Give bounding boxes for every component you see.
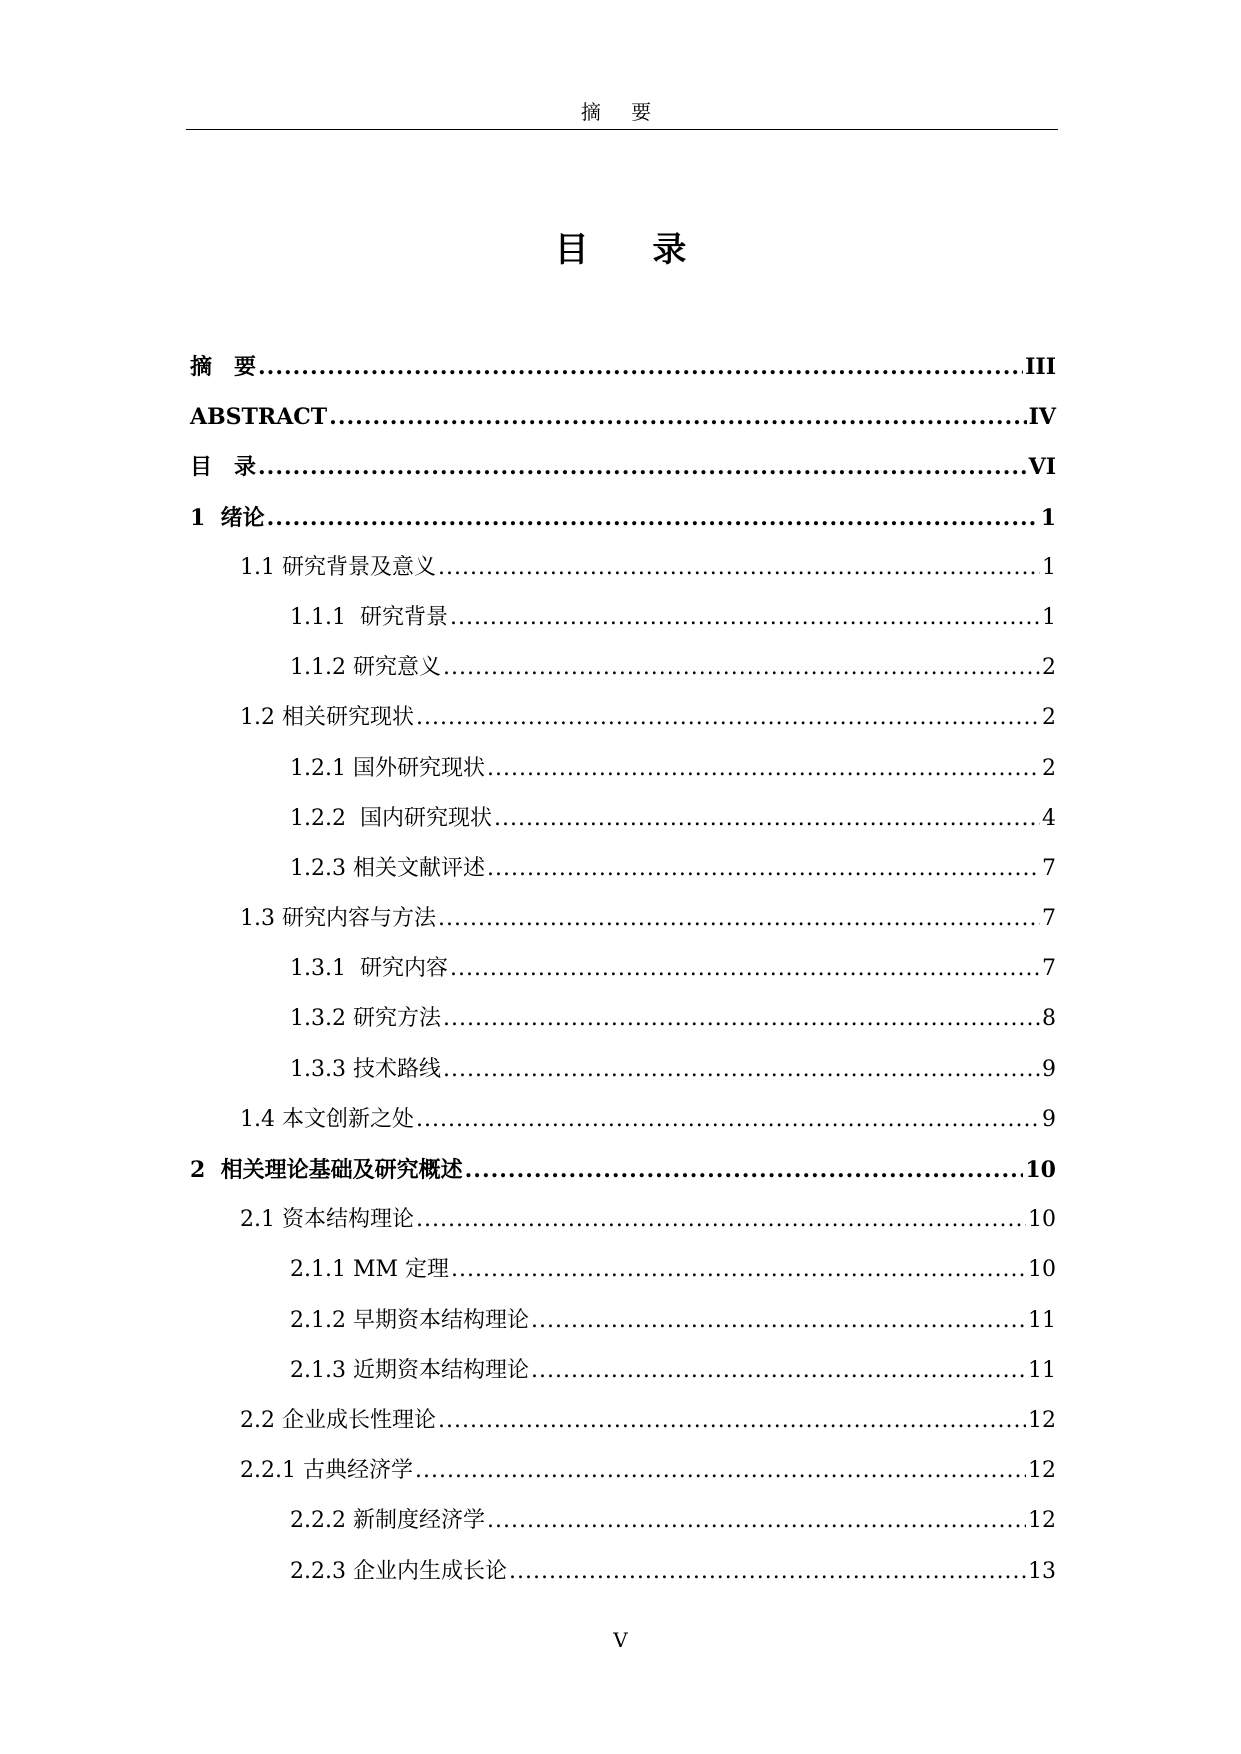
toc-entry[interactable] bbox=[190, 352, 1056, 402]
dot-leader bbox=[443, 1055, 1040, 1085]
toc-entry-label: 2.2.1 古典经济学 bbox=[240, 1458, 413, 1484]
toc-entry-page: IV bbox=[1028, 404, 1056, 431]
toc-entry[interactable] bbox=[190, 1205, 1056, 1255]
dot-leader bbox=[329, 402, 1026, 432]
dot-leader bbox=[487, 854, 1040, 884]
dot-leader bbox=[465, 1155, 1024, 1185]
dot-leader bbox=[494, 804, 1040, 834]
page-number: V bbox=[613, 1628, 628, 1652]
toc-entry-page: 12 bbox=[1028, 1508, 1056, 1534]
toc-entry[interactable] bbox=[190, 503, 1056, 553]
table-of-contents bbox=[190, 352, 1056, 1607]
toc-entry-page: 1 bbox=[1042, 554, 1056, 580]
toc-entry-label: 2.2 企业成长性理论 bbox=[240, 1407, 436, 1433]
toc-entry-page: 12 bbox=[1028, 1407, 1056, 1433]
toc-entry-page: 11 bbox=[1028, 1307, 1056, 1333]
toc-entry-label: 1.3.3 技术路线 bbox=[290, 1056, 441, 1082]
dot-leader bbox=[438, 1406, 1026, 1436]
dot-leader bbox=[258, 452, 1027, 482]
dot-leader bbox=[450, 603, 1040, 633]
toc-entry-page: 12 bbox=[1028, 1458, 1056, 1484]
toc-entry-label: 1.2 相关研究现状 bbox=[240, 705, 414, 731]
toc-entry-page: 2 bbox=[1042, 705, 1056, 731]
toc-entry[interactable] bbox=[190, 603, 1056, 653]
toc-entry-label: 2.2.2 新制度经济学 bbox=[290, 1508, 485, 1534]
toc-entry-page: 9 bbox=[1042, 1056, 1056, 1082]
dot-leader bbox=[487, 754, 1040, 784]
toc-entry-label: 2.2.3 企业内生成长论 bbox=[290, 1558, 507, 1584]
toc-entry-label: 2.1.2 早期资本结构理论 bbox=[290, 1307, 529, 1333]
toc-entry-label: 1.2.2 国内研究现状 bbox=[290, 805, 492, 831]
toc-entry-page: 2 bbox=[1042, 755, 1056, 781]
toc-entry-page: VI bbox=[1028, 454, 1056, 481]
toc-entry[interactable] bbox=[190, 1557, 1056, 1607]
dot-leader bbox=[416, 1205, 1026, 1235]
toc-entry-page: 13 bbox=[1028, 1558, 1056, 1584]
toc-entry[interactable] bbox=[190, 1004, 1056, 1054]
toc-entry-label: 2.1.1 MM 定理 bbox=[290, 1257, 450, 1283]
dot-leader bbox=[531, 1306, 1026, 1336]
toc-entry-page: 10 bbox=[1025, 1157, 1056, 1183]
toc-entry-page: III bbox=[1025, 354, 1056, 380]
toc-entry-label: 1 绪论 bbox=[190, 504, 265, 531]
toc-entry-label: ABSTRACT bbox=[190, 404, 328, 431]
toc-entry[interactable] bbox=[190, 954, 1056, 1004]
toc-entry[interactable] bbox=[190, 804, 1056, 854]
toc-entry-page: 7 bbox=[1042, 956, 1056, 982]
toc-entry[interactable] bbox=[190, 703, 1056, 753]
toc-entry-label: 1.1 研究背景及意义 bbox=[240, 554, 436, 580]
dot-leader bbox=[438, 553, 1040, 583]
toc-entry-label: 2.1.3 近期资本结构理论 bbox=[290, 1357, 529, 1383]
dot-leader bbox=[509, 1557, 1026, 1587]
toc-entry-page: 10 bbox=[1028, 1207, 1056, 1233]
toc-entry[interactable] bbox=[190, 754, 1056, 804]
dot-leader bbox=[258, 352, 1023, 382]
toc-entry[interactable] bbox=[190, 1055, 1056, 1105]
toc-entry-label: 1.3 研究内容与方法 bbox=[240, 906, 436, 932]
toc-entry-page: 1 bbox=[1040, 504, 1056, 531]
toc-entry[interactable] bbox=[190, 1155, 1056, 1205]
toc-entry[interactable] bbox=[190, 1506, 1056, 1556]
toc-entry[interactable] bbox=[190, 854, 1056, 904]
toc-entry-label: 1.4 本文创新之处 bbox=[240, 1106, 414, 1132]
toc-entry[interactable] bbox=[190, 452, 1056, 502]
toc-entry[interactable] bbox=[190, 1255, 1056, 1305]
dot-leader bbox=[438, 904, 1040, 934]
toc-entry-page: 4 bbox=[1042, 805, 1056, 831]
toc-entry-page: 9 bbox=[1042, 1106, 1056, 1132]
toc-entry[interactable] bbox=[190, 653, 1056, 703]
dot-leader bbox=[451, 1255, 1026, 1285]
toc-entry-label: 1.2.3 相关文献评述 bbox=[290, 855, 485, 881]
dot-leader bbox=[443, 1004, 1040, 1034]
toc-entry-page: 1 bbox=[1042, 604, 1056, 630]
toc-entry-page: 11 bbox=[1028, 1357, 1056, 1383]
toc-entry-label: 1.3.1 研究内容 bbox=[290, 956, 448, 982]
toc-entry-label: 1.1.2 研究意义 bbox=[290, 655, 441, 681]
toc-entry-page: 10 bbox=[1028, 1257, 1056, 1283]
toc-entry-label: 摘 要 bbox=[190, 354, 257, 380]
dot-leader bbox=[450, 954, 1040, 984]
toc-entry-label: 目 录 bbox=[190, 454, 257, 481]
toc-entry-label: 2.1 资本结构理论 bbox=[240, 1207, 414, 1233]
dot-leader bbox=[487, 1506, 1026, 1536]
toc-entry-label: 1.1.1 研究背景 bbox=[290, 604, 448, 630]
dot-leader bbox=[416, 703, 1040, 733]
toc-entry-page: 7 bbox=[1042, 855, 1056, 881]
toc-entry-label: 1.2.1 国外研究现状 bbox=[290, 755, 485, 781]
toc-entry[interactable] bbox=[190, 1406, 1056, 1456]
toc-entry-page: 8 bbox=[1042, 1006, 1056, 1032]
toc-entry[interactable] bbox=[190, 1456, 1056, 1506]
running-header: 摘 要 bbox=[186, 96, 1058, 130]
dot-leader bbox=[267, 503, 1039, 533]
toc-entry[interactable] bbox=[190, 402, 1056, 452]
dot-leader bbox=[443, 653, 1040, 683]
toc-entry-label: 2 相关理论基础及研究概述 bbox=[190, 1157, 463, 1183]
toc-title: 目 录 bbox=[554, 230, 713, 270]
toc-entry-label: 1.3.2 研究方法 bbox=[290, 1006, 441, 1032]
toc-entry[interactable] bbox=[190, 1356, 1056, 1406]
dot-leader bbox=[531, 1356, 1026, 1386]
toc-entry[interactable] bbox=[190, 553, 1056, 603]
toc-entry[interactable] bbox=[190, 1306, 1056, 1356]
toc-entry-page: 2 bbox=[1042, 655, 1056, 681]
dot-leader bbox=[415, 1456, 1026, 1486]
dot-leader bbox=[416, 1105, 1040, 1135]
toc-entry[interactable] bbox=[190, 1105, 1056, 1155]
toc-entry-page: 7 bbox=[1042, 906, 1056, 932]
toc-entry[interactable] bbox=[190, 904, 1056, 954]
